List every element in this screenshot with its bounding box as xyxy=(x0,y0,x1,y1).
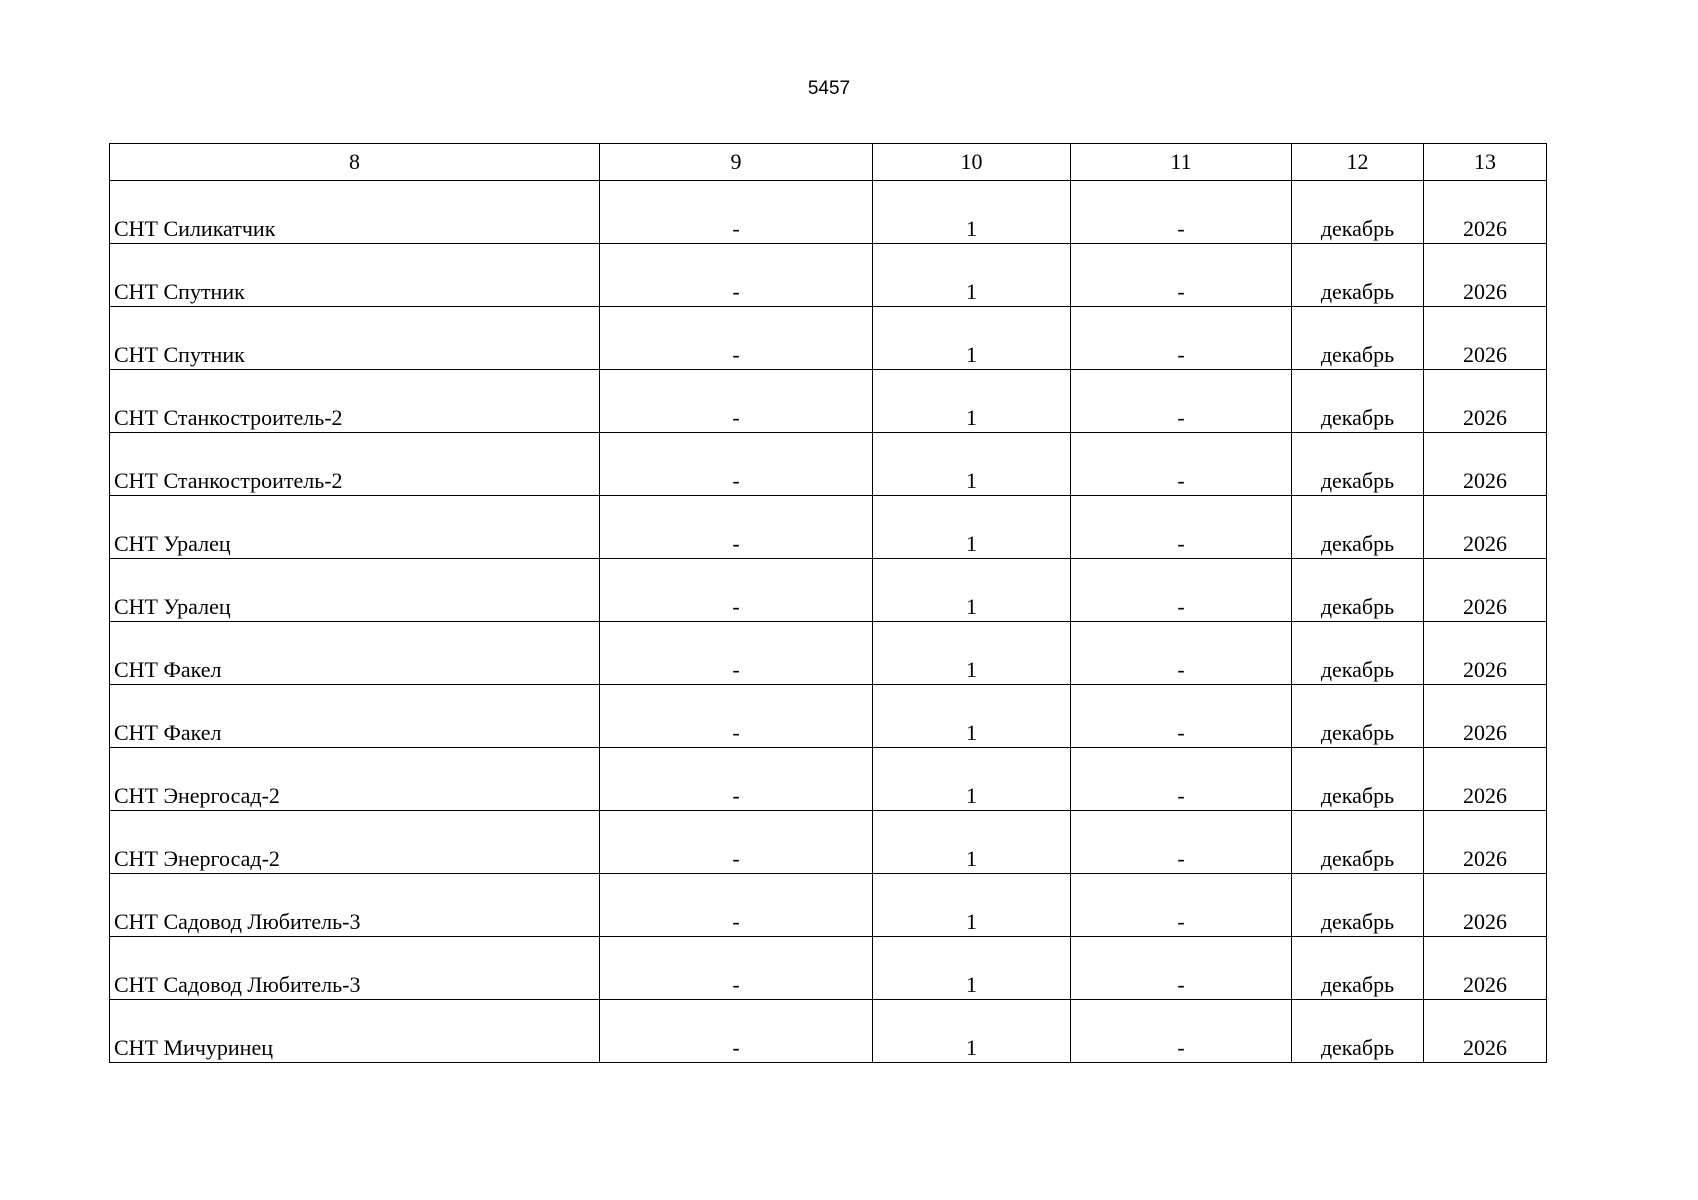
col11-cell: - xyxy=(1071,1000,1292,1063)
col11-cell: - xyxy=(1071,433,1292,496)
table-row xyxy=(110,307,1547,370)
year-cell: 2026 xyxy=(1424,1000,1547,1063)
col10-cell: 1 xyxy=(873,307,1071,370)
name-cell: СНТ Станкостроитель-2 xyxy=(110,370,600,433)
col10-cell: 1 xyxy=(873,181,1071,244)
table-row xyxy=(110,244,1547,307)
month-cell: декабрь xyxy=(1292,874,1424,937)
month-cell: декабрь xyxy=(1292,307,1424,370)
col11-cell: - xyxy=(1071,937,1292,1000)
column-header: 13 xyxy=(1424,144,1547,181)
data-table xyxy=(109,143,1547,1063)
month-cell: декабрь xyxy=(1292,496,1424,559)
col10-cell: 1 xyxy=(873,433,1071,496)
name-cell: СНТ Уралец xyxy=(110,559,600,622)
col10-cell: 1 xyxy=(873,685,1071,748)
year-cell: 2026 xyxy=(1424,181,1547,244)
month-cell: декабрь xyxy=(1292,811,1424,874)
name-cell: СНТ Энергосад-2 xyxy=(110,811,600,874)
year-cell: 2026 xyxy=(1424,937,1547,1000)
col10-cell: 1 xyxy=(873,622,1071,685)
year-cell: 2026 xyxy=(1424,244,1547,307)
table-row xyxy=(110,685,1547,748)
col9-cell: - xyxy=(600,937,873,1000)
col11-cell: - xyxy=(1071,748,1292,811)
col11-cell: - xyxy=(1071,370,1292,433)
name-cell: СНТ Силикатчик xyxy=(110,181,600,244)
col10-cell: 1 xyxy=(873,874,1071,937)
col9-cell: - xyxy=(600,181,873,244)
year-cell: 2026 xyxy=(1424,874,1547,937)
name-cell: СНТ Станкостроитель-2 xyxy=(110,433,600,496)
column-header: 11 xyxy=(1071,144,1292,181)
col11-cell: - xyxy=(1071,496,1292,559)
col10-cell: 1 xyxy=(873,370,1071,433)
month-cell: декабрь xyxy=(1292,937,1424,1000)
col9-cell: - xyxy=(600,622,873,685)
table-row xyxy=(110,559,1547,622)
month-cell: декабрь xyxy=(1292,559,1424,622)
header-row xyxy=(110,144,1547,181)
col10-cell: 1 xyxy=(873,748,1071,811)
col10-cell: 1 xyxy=(873,1000,1071,1063)
col9-cell: - xyxy=(600,874,873,937)
col11-cell: - xyxy=(1071,874,1292,937)
col11-cell: - xyxy=(1071,559,1292,622)
name-cell: СНТ Спутник xyxy=(110,244,600,307)
table-row xyxy=(110,370,1547,433)
table-row xyxy=(110,748,1547,811)
month-cell: декабрь xyxy=(1292,370,1424,433)
table-row xyxy=(110,937,1547,1000)
name-cell: СНТ Спутник xyxy=(110,307,600,370)
name-cell: СНТ Факел xyxy=(110,685,600,748)
col9-cell: - xyxy=(600,244,873,307)
name-cell: СНТ Мичуринец xyxy=(110,1000,600,1063)
month-cell: декабрь xyxy=(1292,748,1424,811)
month-cell: декабрь xyxy=(1292,244,1424,307)
name-cell: СНТ Факел xyxy=(110,622,600,685)
col9-cell: - xyxy=(600,433,873,496)
col9-cell: - xyxy=(600,811,873,874)
year-cell: 2026 xyxy=(1424,811,1547,874)
col10-cell: 1 xyxy=(873,496,1071,559)
name-cell: СНТ Уралец xyxy=(110,496,600,559)
year-cell: 2026 xyxy=(1424,748,1547,811)
col11-cell: - xyxy=(1071,244,1292,307)
year-cell: 2026 xyxy=(1424,307,1547,370)
year-cell: 2026 xyxy=(1424,370,1547,433)
col9-cell: - xyxy=(600,559,873,622)
month-cell: декабрь xyxy=(1292,1000,1424,1063)
table-row xyxy=(110,496,1547,559)
table-row xyxy=(110,433,1547,496)
table-row xyxy=(110,622,1547,685)
month-cell: декабрь xyxy=(1292,433,1424,496)
col9-cell: - xyxy=(600,1000,873,1063)
col10-cell: 1 xyxy=(873,811,1071,874)
col11-cell: - xyxy=(1071,685,1292,748)
col11-cell: - xyxy=(1071,181,1292,244)
column-header: 9 xyxy=(600,144,873,181)
column-header: 10 xyxy=(873,144,1071,181)
month-cell: декабрь xyxy=(1292,181,1424,244)
table-row xyxy=(110,1000,1547,1063)
year-cell: 2026 xyxy=(1424,559,1547,622)
year-cell: 2026 xyxy=(1424,622,1547,685)
col9-cell: - xyxy=(600,685,873,748)
table-row xyxy=(110,811,1547,874)
column-header: 12 xyxy=(1292,144,1424,181)
col10-cell: 1 xyxy=(873,244,1071,307)
col10-cell: 1 xyxy=(873,559,1071,622)
col9-cell: - xyxy=(600,496,873,559)
page-number: 5457 xyxy=(807,78,851,99)
table-row xyxy=(110,874,1547,937)
year-cell: 2026 xyxy=(1424,433,1547,496)
name-cell: СНТ Садовод Любитель-3 xyxy=(110,874,600,937)
name-cell: СНТ Садовод Любитель-3 xyxy=(110,937,600,1000)
col11-cell: - xyxy=(1071,307,1292,370)
table-header xyxy=(110,144,1547,181)
year-cell: 2026 xyxy=(1424,496,1547,559)
col11-cell: - xyxy=(1071,622,1292,685)
col9-cell: - xyxy=(600,307,873,370)
col9-cell: - xyxy=(600,370,873,433)
month-cell: декабрь xyxy=(1292,622,1424,685)
table-row xyxy=(110,181,1547,244)
table-body xyxy=(110,181,1547,1063)
year-cell: 2026 xyxy=(1424,685,1547,748)
col11-cell: - xyxy=(1071,811,1292,874)
col9-cell: - xyxy=(600,748,873,811)
month-cell: декабрь xyxy=(1292,685,1424,748)
col10-cell: 1 xyxy=(873,937,1071,1000)
column-header: 8 xyxy=(110,144,600,181)
name-cell: СНТ Энергосад-2 xyxy=(110,748,600,811)
